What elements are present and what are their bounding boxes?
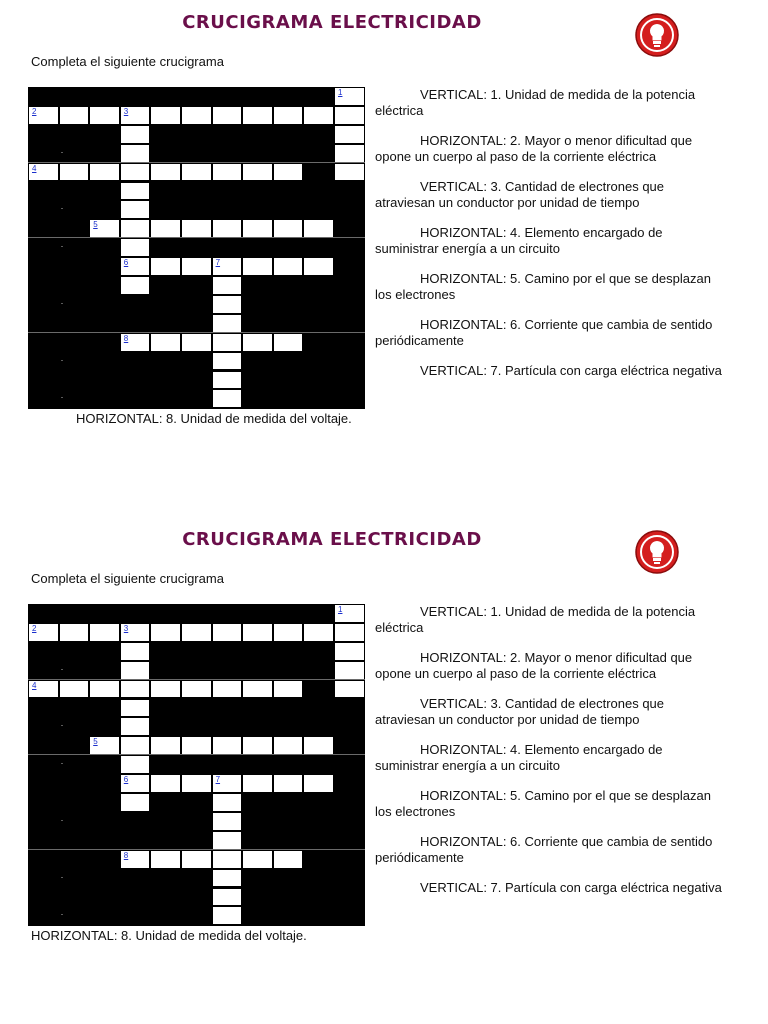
- crossword-cell[interactable]: [29, 107, 58, 124]
- crossword-cell[interactable]: [243, 775, 272, 792]
- clue-number: 6: [123, 775, 129, 785]
- crossword-cell[interactable]: [151, 737, 180, 754]
- crossword-cell[interactable]: [121, 201, 150, 218]
- crossword-cell[interactable]: [213, 277, 242, 294]
- grid-dot: [61, 669, 63, 670]
- clue-number: 5: [93, 737, 98, 747]
- crossword-cell[interactable]: [90, 220, 119, 237]
- crossword-cell[interactable]: [182, 334, 211, 351]
- crossword-cell[interactable]: [121, 662, 150, 679]
- lightbulb-icon: [634, 529, 680, 575]
- crossword-cell[interactable]: [90, 107, 119, 124]
- extra-clue: HORIZONTAL: 8. Unidad de medida del voltaje.: [31, 928, 307, 943]
- clue-number: 3: [123, 623, 129, 633]
- crossword-cell[interactable]: [182, 220, 211, 237]
- grid-dot: [61, 820, 63, 821]
- crossword-cell[interactable]: [121, 737, 150, 754]
- crossword-cell[interactable]: [243, 334, 272, 351]
- worksheet-top: [0, 0, 768, 500]
- clue-number: 5: [93, 220, 98, 230]
- grid-separator-line: [28, 162, 365, 163]
- crossword-cell[interactable]: [121, 643, 150, 660]
- crossword-cell[interactable]: [151, 851, 180, 868]
- clue-item: VERTICAL: 7. Partícula con carga eléctrica negativa: [420, 363, 722, 378]
- crossword-cell[interactable]: [213, 775, 242, 792]
- crossword-cell[interactable]: [182, 624, 211, 641]
- crossword-cell[interactable]: [121, 164, 150, 181]
- clue-number: 1: [338, 605, 343, 614]
- clues-list: [375, 604, 725, 910]
- crossword-cell[interactable]: [274, 775, 303, 792]
- grid-dot: [61, 246, 63, 247]
- crossword-cell[interactable]: [182, 164, 211, 181]
- grid-separator-line: [28, 679, 365, 680]
- extra-clue: HORIZONTAL: 8. Unidad de medida del voltaje.: [76, 411, 352, 426]
- clue-item: HORIZONTAL: 6. Corriente que cambia de sentido periódicamente: [375, 834, 713, 865]
- crossword-cell[interactable]: [304, 775, 333, 792]
- crossword-cell[interactable]: [29, 624, 58, 641]
- crossword-cell[interactable]: [274, 737, 303, 754]
- clue-number: 1: [338, 88, 343, 97]
- crossword-cell[interactable]: [213, 794, 242, 811]
- crossword-cell[interactable]: [60, 681, 89, 698]
- clue-item: VERTICAL: 3. Cantidad de electrones que atraviesan un conductor por unidad de tiempo: [375, 179, 665, 210]
- crossword-cell[interactable]: [60, 164, 89, 181]
- crossword-grid: [28, 87, 365, 409]
- crossword-cell[interactable]: [213, 220, 242, 237]
- crossword-cell[interactable]: [151, 258, 180, 275]
- clue-item: VERTICAL: 1. Unidad de medida de la potencia eléctrica: [375, 87, 696, 118]
- grid-dot: [61, 877, 63, 878]
- crossword-cell[interactable]: [243, 851, 272, 868]
- crossword-cell[interactable]: [151, 220, 180, 237]
- crossword-cell[interactable]: [213, 390, 242, 407]
- crossword-cell[interactable]: [182, 681, 211, 698]
- crossword-cell[interactable]: [335, 107, 364, 124]
- crossword-cell[interactable]: [274, 851, 303, 868]
- grid-dot: [61, 360, 63, 361]
- clue-item: HORIZONTAL: 5. Camino por el que se desplazan los electrones: [375, 271, 711, 302]
- crossword-cell[interactable]: [90, 737, 119, 754]
- crossword-cell[interactable]: [243, 107, 272, 124]
- crossword-cell[interactable]: [304, 258, 333, 275]
- crossword-cell[interactable]: [182, 107, 211, 124]
- worksheet-title: CRUCIGRAMA ELECTRICIDAD: [182, 529, 482, 550]
- crossword-cell[interactable]: [304, 624, 333, 641]
- crossword-cell[interactable]: [335, 605, 364, 622]
- crossword-cell[interactable]: [335, 643, 364, 660]
- clue-item: VERTICAL: 7. Partícula con carga eléctrica negativa: [420, 880, 722, 895]
- crossword-cell[interactable]: [121, 624, 150, 641]
- crossword-cell[interactable]: [274, 258, 303, 275]
- crossword-cell[interactable]: [335, 145, 364, 162]
- crossword-cell[interactable]: [335, 88, 364, 105]
- crossword-cell[interactable]: [304, 220, 333, 237]
- crossword-cell[interactable]: [243, 681, 272, 698]
- grid-separator-line: [28, 754, 365, 755]
- clue-item: HORIZONTAL: 2. Mayor o menor dificultad que opone un cuerpo al paso de la corriente eléctrica: [375, 133, 693, 164]
- crossword-cell[interactable]: [213, 851, 242, 868]
- clue-number: 2: [32, 106, 37, 116]
- crossword-cell[interactable]: [243, 624, 272, 641]
- crossword-cell[interactable]: [121, 756, 150, 773]
- worksheet-instruction: Completa el siguiente crucigrama: [31, 571, 224, 586]
- crossword-cell[interactable]: [274, 164, 303, 181]
- worksheet-bottom: [0, 517, 768, 1017]
- lightbulb-icon: [634, 12, 680, 58]
- crossword-cell[interactable]: [213, 870, 242, 887]
- clue-item: HORIZONTAL: 4. Elemento encargado de suministrar energía a un circuito: [375, 225, 663, 256]
- crossword-cell[interactable]: [121, 126, 150, 143]
- crossword-cell[interactable]: [151, 334, 180, 351]
- crossword-cell[interactable]: [121, 183, 150, 200]
- crossword-cell[interactable]: [274, 220, 303, 237]
- crossword-cell[interactable]: [274, 681, 303, 698]
- crossword-cell[interactable]: [121, 681, 150, 698]
- crossword-cell[interactable]: [182, 258, 211, 275]
- clues-list: [375, 87, 725, 393]
- crossword-grid: [28, 604, 365, 926]
- worksheet-title: CRUCIGRAMA ELECTRICIDAD: [182, 12, 482, 33]
- crossword-cell[interactable]: [335, 624, 364, 641]
- crossword-cell[interactable]: [60, 107, 89, 124]
- crossword-cell[interactable]: [121, 107, 150, 124]
- crossword-cell[interactable]: [213, 737, 242, 754]
- grid-dot: [61, 914, 63, 915]
- crossword-cell[interactable]: [213, 334, 242, 351]
- crossword-cell[interactable]: [213, 353, 242, 370]
- clue-number: 4: [32, 680, 37, 690]
- crossword-cell[interactable]: [213, 681, 242, 698]
- crossword-cell[interactable]: [213, 813, 242, 830]
- grid-separator-line: [28, 237, 365, 238]
- crossword-cell[interactable]: [121, 145, 150, 162]
- crossword-cell[interactable]: [182, 775, 211, 792]
- crossword-cell[interactable]: [151, 624, 180, 641]
- crossword-cell[interactable]: [151, 107, 180, 124]
- crossword-cell[interactable]: [29, 681, 58, 698]
- crossword-cell[interactable]: [121, 220, 150, 237]
- crossword-cell[interactable]: [121, 718, 150, 735]
- clue-item: VERTICAL: 3. Cantidad de electrones que atraviesan un conductor por unidad de tiempo: [375, 696, 665, 727]
- worksheet-instruction: Completa el siguiente crucigrama: [31, 54, 224, 69]
- crossword-cell[interactable]: [213, 889, 242, 906]
- crossword-cell[interactable]: [151, 775, 180, 792]
- grid-dot: [61, 397, 63, 398]
- crossword-cell[interactable]: [335, 681, 364, 698]
- grid-separator-line: [28, 332, 365, 333]
- clue-item: VERTICAL: 1. Unidad de medida de la potencia eléctrica: [375, 604, 696, 635]
- crossword-cell[interactable]: [274, 107, 303, 124]
- grid-dot: [61, 303, 63, 304]
- clue-number: 2: [32, 623, 37, 633]
- grid-dot: [61, 725, 63, 726]
- crossword-cell[interactable]: [213, 296, 242, 313]
- grid-dot: [61, 208, 63, 209]
- crossword-cell[interactable]: [182, 851, 211, 868]
- crossword-cell[interactable]: [213, 315, 242, 332]
- clue-number: 7: [215, 258, 221, 268]
- crossword-cell[interactable]: [304, 107, 333, 124]
- clue-number: 8: [123, 850, 129, 860]
- crossword-cell[interactable]: [335, 164, 364, 181]
- crossword-cell[interactable]: [60, 624, 89, 641]
- crossword-cell[interactable]: [121, 258, 150, 275]
- crossword-cell[interactable]: [213, 907, 242, 924]
- grid-dot: [61, 152, 63, 153]
- crossword-cell[interactable]: [151, 164, 180, 181]
- crossword-cell[interactable]: [274, 624, 303, 641]
- crossword-cell[interactable]: [243, 258, 272, 275]
- crossword-cell[interactable]: [182, 737, 211, 754]
- crossword-cell[interactable]: [121, 700, 150, 717]
- crossword-cell[interactable]: [243, 737, 272, 754]
- clue-number: 3: [123, 106, 129, 116]
- crossword-cell[interactable]: [121, 851, 150, 868]
- crossword-cell[interactable]: [121, 794, 150, 811]
- crossword-cell[interactable]: [304, 737, 333, 754]
- crossword-cell[interactable]: [213, 164, 242, 181]
- crossword-cell[interactable]: [29, 164, 58, 181]
- crossword-cell[interactable]: [335, 126, 364, 143]
- clue-number: 4: [32, 163, 37, 173]
- crossword-cell[interactable]: [213, 372, 242, 389]
- clue-number: 8: [123, 333, 129, 343]
- crossword-cell[interactable]: [121, 334, 150, 351]
- clue-item: HORIZONTAL: 5. Camino por el que se desplazan los electrones: [375, 788, 711, 819]
- crossword-cell[interactable]: [90, 624, 119, 641]
- crossword-cell[interactable]: [121, 277, 150, 294]
- clue-item: HORIZONTAL: 2. Mayor o menor dificultad que opone un cuerpo al paso de la corriente eléctrica: [375, 650, 693, 681]
- crossword-cell[interactable]: [121, 239, 150, 256]
- crossword-cell[interactable]: [243, 220, 272, 237]
- crossword-cell[interactable]: [90, 681, 119, 698]
- clue-item: HORIZONTAL: 6. Corriente que cambia de sentido periódicamente: [375, 317, 713, 348]
- crossword-cell[interactable]: [243, 164, 272, 181]
- crossword-cell[interactable]: [151, 681, 180, 698]
- grid-dot: [61, 763, 63, 764]
- grid-separator-line: [28, 849, 365, 850]
- crossword-cell[interactable]: [213, 258, 242, 275]
- crossword-cell[interactable]: [274, 334, 303, 351]
- clue-item: HORIZONTAL: 4. Elemento encargado de suministrar energía a un circuito: [375, 742, 663, 773]
- crossword-cell[interactable]: [213, 107, 242, 124]
- crossword-cell[interactable]: [90, 164, 119, 181]
- crossword-cell[interactable]: [121, 775, 150, 792]
- clue-number: 7: [215, 775, 221, 785]
- clue-number: 6: [123, 258, 129, 268]
- crossword-cell[interactable]: [335, 662, 364, 679]
- crossword-cell[interactable]: [213, 832, 242, 849]
- crossword-cell[interactable]: [213, 624, 242, 641]
